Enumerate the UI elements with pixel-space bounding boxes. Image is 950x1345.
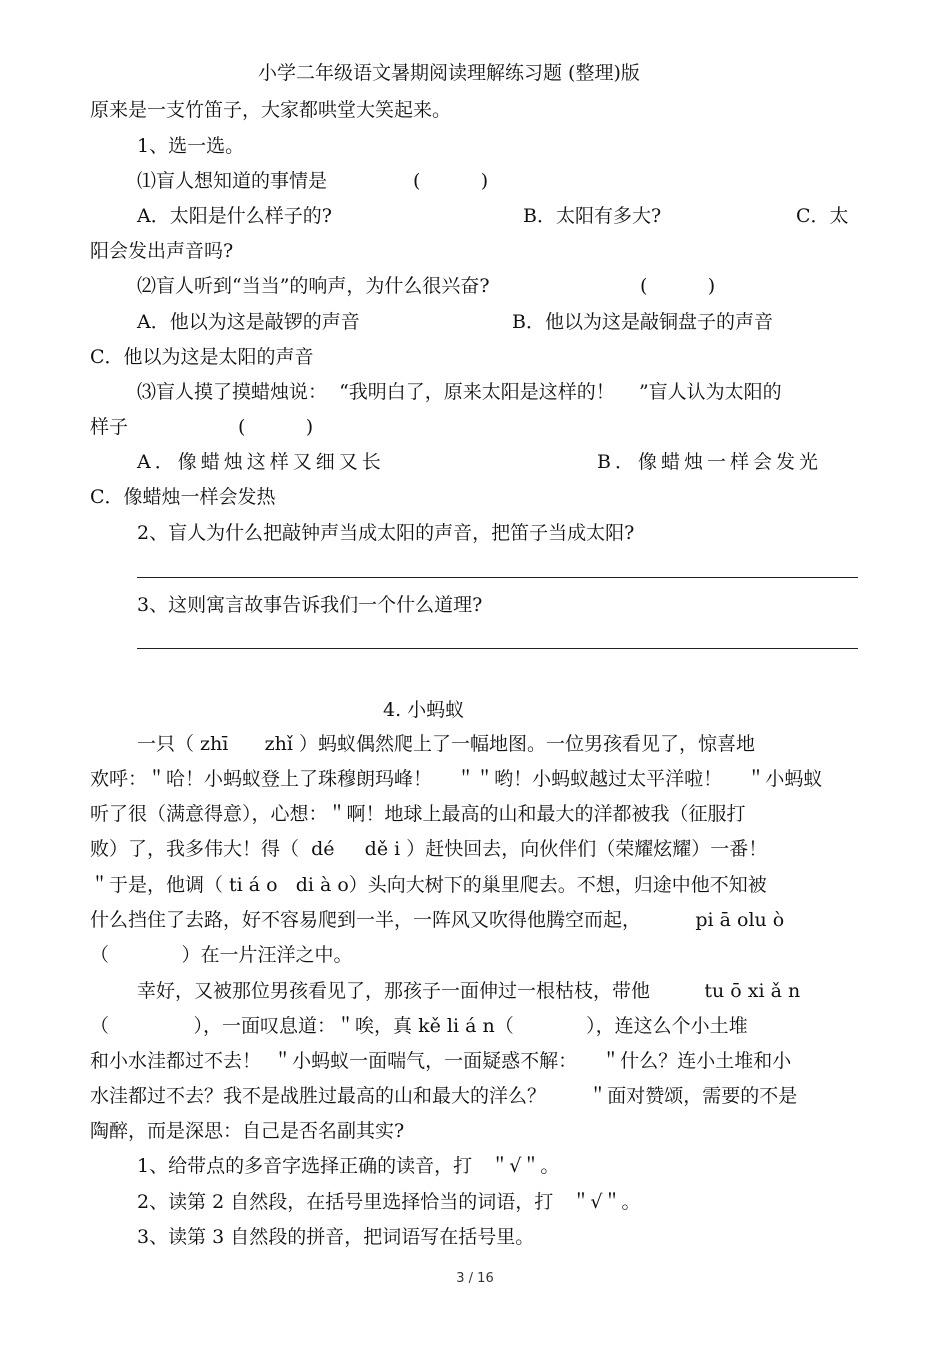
- answer-paren: ( ): [238, 416, 314, 438]
- question-1-1-stem: ⑴盲人想知道的事情是: [137, 170, 328, 192]
- question-1-3-stem-end: 样子: [90, 416, 129, 438]
- option-c: C．他以为这是太阳的声音: [90, 346, 314, 368]
- answer-paren: ( ): [640, 275, 716, 297]
- passage-tail-line: 原来是一支竹笛子，大家都哄堂大笑起来。: [90, 99, 452, 121]
- page-number: 3 / 16: [456, 1271, 494, 1286]
- question-2: 2、读第 2 自然段，在括号里选择恰当的词语，打 ＂√＂。: [137, 1191, 641, 1213]
- answer-paren: ( ): [413, 170, 489, 192]
- option-a: A．像蜡烛这样又细又长: [137, 451, 385, 473]
- question-1-3-stem: ⑶盲人摸了摸蜡烛说： “我明白了，原来太阳是这样的！ ”盲人认为太阳的: [137, 381, 782, 403]
- passage-line: 一只（ zhī zhǐ ）蚂蚁偶然爬上了一幅地图。一位男孩看见了，惊喜地: [137, 733, 755, 755]
- page-header-title: 小学二年级语文暑期阅读理解练习题 (整理)版: [258, 62, 640, 84]
- question-1-2-stem: ⑵盲人听到“当当”的响声，为什么很兴奋?: [137, 275, 490, 297]
- option-b: B．像蜡烛一样会发光: [597, 451, 822, 473]
- option-c-start: C．太: [796, 205, 849, 227]
- passage-line: 幸好，又被那位男孩看见了，那孩子一面伸过一根枯枝，带他 tu ō xi ǎ n: [137, 980, 801, 1002]
- option-b: B．太阳有多大?: [523, 205, 662, 227]
- passage-line: 什么挡住了去路，好不容易爬到一半，一阵风又吹得他腾空而起， pi ā olu ò: [90, 909, 785, 931]
- passage-title: 4. 小蚂蚁: [383, 699, 465, 721]
- option-c: C．像蜡烛一样会发热: [90, 486, 276, 508]
- passage-line: 陶醉，而是深思：自己是否名副其实?: [90, 1120, 405, 1142]
- passage-line: 水洼都过不去？我不是战胜过最高的山和最大的洋么？ ＂面对赞颂，需要的不是: [90, 1085, 798, 1107]
- passage-line: ＂于是，他调（ ti á o di à o）头向大树下的巢里爬去。不想，归途中他不知被: [90, 874, 767, 896]
- question-2: 2、盲人为什么把敲钟声当成太阳的声音，把笛子当成太阳?: [137, 522, 635, 544]
- question-1: 1、给带点的多音字选择正确的读音，打 ＂√＂。: [137, 1155, 560, 1177]
- option-c-end: 阳会发出声音吗?: [90, 240, 234, 262]
- answer-line: [137, 577, 858, 578]
- question-3: 3、读第 3 自然段的拼音，把词语写在括号里。: [137, 1226, 535, 1248]
- passage-line: 败）了，我多伟大！得（ dé dě i ）赶快回去，向伙伴们（荣耀炫耀）一番！: [90, 838, 768, 860]
- passage-line: 听了很（满意得意），心想：＂啊！地球上最高的山和最大的洋都被我（征服打: [90, 803, 746, 825]
- answer-line: [137, 648, 858, 649]
- option-a: A．太阳是什么样子的?: [137, 205, 332, 227]
- question-3: 3、这则寓言故事告诉我们一个什么道理?: [137, 594, 483, 616]
- option-a: A．他以为这是敲锣的声音: [137, 311, 360, 333]
- passage-line: 和小水洼都过不去！ ＂小蚂蚁一面喘气，一面疑惑不解： ＂什么？连小土堆和小: [90, 1050, 792, 1072]
- passage-line: 欢呼：＂哈！小蚂蚁登上了珠穆朗玛峰！ ＂＂哟！小蚂蚁越过太平洋啦！ ＂小蚂蚁: [90, 768, 823, 790]
- passage-line: （ ），一面叹息道：＂唉，真 kě li á n（ ），连这么个小土堆: [90, 1015, 748, 1037]
- option-b: B．他以为这是敲铜盘子的声音: [512, 311, 773, 333]
- passage-line: （ ）在一片汪洋之中。: [90, 944, 353, 966]
- question-1-title: 1、选一选。: [137, 135, 245, 157]
